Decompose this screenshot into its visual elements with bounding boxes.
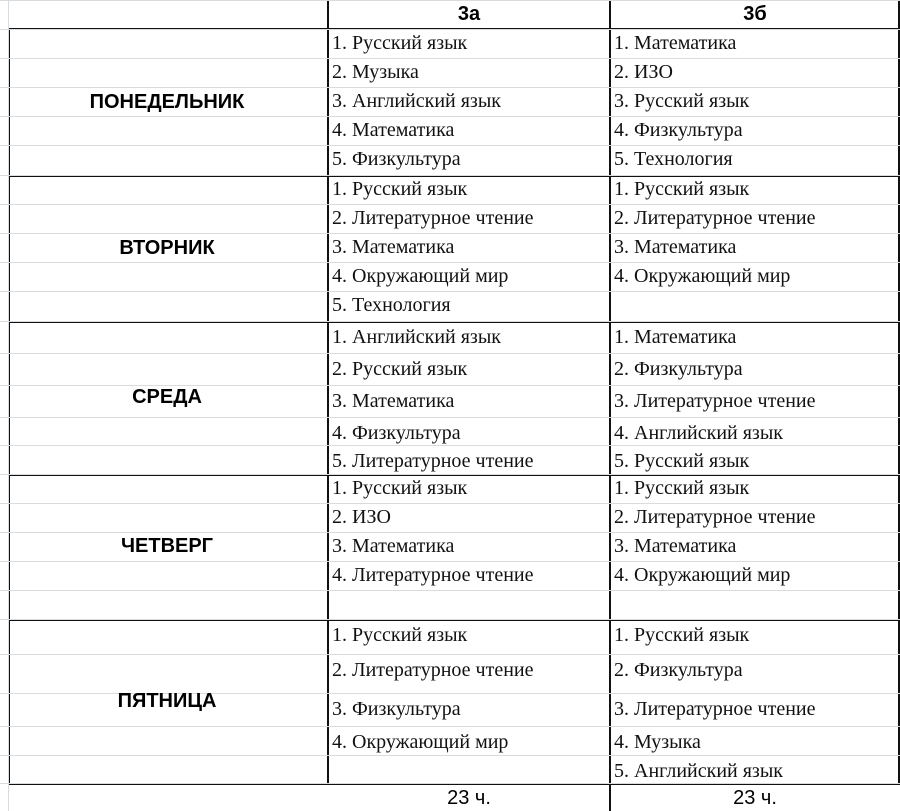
lesson-cell[interactable]: 1. Русский язык bbox=[332, 32, 468, 54]
lesson-cell[interactable]: 3. Математика bbox=[332, 236, 455, 258]
lesson-cell[interactable]: 3. Математика bbox=[332, 390, 455, 412]
lesson-cell[interactable]: 3. Литературное чтение bbox=[614, 390, 816, 412]
total-hours-3b[interactable]: 23 ч. bbox=[733, 787, 777, 809]
lesson-cell[interactable]: 4. Математика bbox=[332, 119, 455, 141]
lesson-cell[interactable]: 5. Технология bbox=[332, 294, 451, 316]
day-label[interactable]: ПЯТНИЦА bbox=[117, 690, 217, 712]
lesson-cell[interactable]: 4. Физкультура bbox=[332, 422, 461, 444]
lesson-cell[interactable]: 4. Окружающий мир bbox=[614, 564, 791, 586]
lesson-cell[interactable]: 4. Окружающий мир bbox=[614, 265, 791, 287]
lesson-cell[interactable]: 4. Физкультура bbox=[614, 119, 743, 141]
lesson-cell[interactable]: 1. Русский язык bbox=[614, 624, 750, 646]
lesson-cell[interactable]: 5. Литературное чтение bbox=[332, 450, 534, 472]
lesson-cell[interactable]: 1. Русский язык bbox=[332, 477, 468, 499]
lesson-cell[interactable]: 2. Физкультура bbox=[614, 358, 743, 380]
lesson-cell[interactable]: 3. Математика bbox=[614, 535, 737, 557]
day-label[interactable]: ПОНЕДЕЛЬНИК bbox=[89, 91, 245, 113]
lesson-cell[interactable]: 3. Математика bbox=[614, 236, 737, 258]
day-label[interactable]: ВТОРНИК bbox=[119, 237, 215, 259]
total-hours-3a[interactable]: 23 ч. bbox=[447, 787, 491, 809]
lesson-cell[interactable]: 2. ИЗО bbox=[332, 506, 391, 528]
day-label[interactable]: СРЕДА bbox=[132, 386, 202, 408]
day-label[interactable]: ЧЕТВЕРГ bbox=[120, 535, 214, 557]
lesson-cell[interactable]: 2. Литературное чтение bbox=[332, 207, 534, 229]
column-header-3a[interactable]: 3а bbox=[457, 3, 481, 25]
lesson-cell[interactable]: 4. Английский язык bbox=[614, 422, 783, 444]
lesson-cell[interactable]: 4. Литературное чтение bbox=[332, 564, 534, 586]
lesson-cell[interactable]: 2. Литературное чтение bbox=[614, 506, 816, 528]
table-border-column-a bbox=[327, 0, 329, 785]
column-header-3b[interactable]: 3б bbox=[743, 3, 767, 25]
table-border-column-b bbox=[609, 0, 611, 811]
lesson-cell[interactable]: 3. Английский язык bbox=[332, 90, 501, 112]
lesson-cell[interactable]: 2. Музыка bbox=[332, 61, 419, 83]
lesson-cell[interactable]: 5. Русский язык bbox=[614, 450, 750, 472]
lesson-cell[interactable]: 4. Музыка bbox=[614, 731, 701, 753]
lesson-cell[interactable]: 5. Технология bbox=[614, 148, 733, 170]
lesson-cell[interactable]: 1. Русский язык bbox=[332, 178, 468, 200]
lesson-cell[interactable]: 3. Физкультура bbox=[332, 698, 461, 720]
lesson-cell[interactable]: 5. Английский язык bbox=[614, 760, 783, 782]
lesson-cell[interactable]: 2. Русский язык bbox=[332, 358, 468, 380]
lesson-cell[interactable]: 1. Английский язык bbox=[332, 326, 501, 348]
lesson-cell[interactable]: 1. Русский язык bbox=[332, 624, 468, 646]
lesson-cell[interactable]: 4. Окружающий мир bbox=[332, 731, 509, 753]
lesson-cell[interactable]: 1. Русский язык bbox=[614, 477, 750, 499]
lesson-cell[interactable]: 2. Физкультура bbox=[614, 659, 743, 681]
lesson-cell[interactable]: 1. Математика bbox=[614, 326, 737, 348]
lesson-cell[interactable]: 2. Литературное чтение bbox=[332, 659, 534, 681]
lesson-cell[interactable]: 1. Русский язык bbox=[614, 178, 750, 200]
lesson-cell[interactable]: 3. Русский язык bbox=[614, 90, 750, 112]
lesson-cell[interactable]: 3. Литературное чтение bbox=[614, 698, 816, 720]
lesson-cell[interactable]: 2. Литературное чтение bbox=[614, 207, 816, 229]
lesson-cell[interactable]: 4. Окружающий мир bbox=[332, 265, 509, 287]
lesson-cell[interactable]: 2. ИЗО bbox=[614, 61, 673, 83]
lesson-cell[interactable]: 3. Математика bbox=[332, 535, 455, 557]
lesson-cell[interactable]: 5. Физкультура bbox=[332, 148, 461, 170]
lesson-cell[interactable]: 1. Математика bbox=[614, 32, 737, 54]
